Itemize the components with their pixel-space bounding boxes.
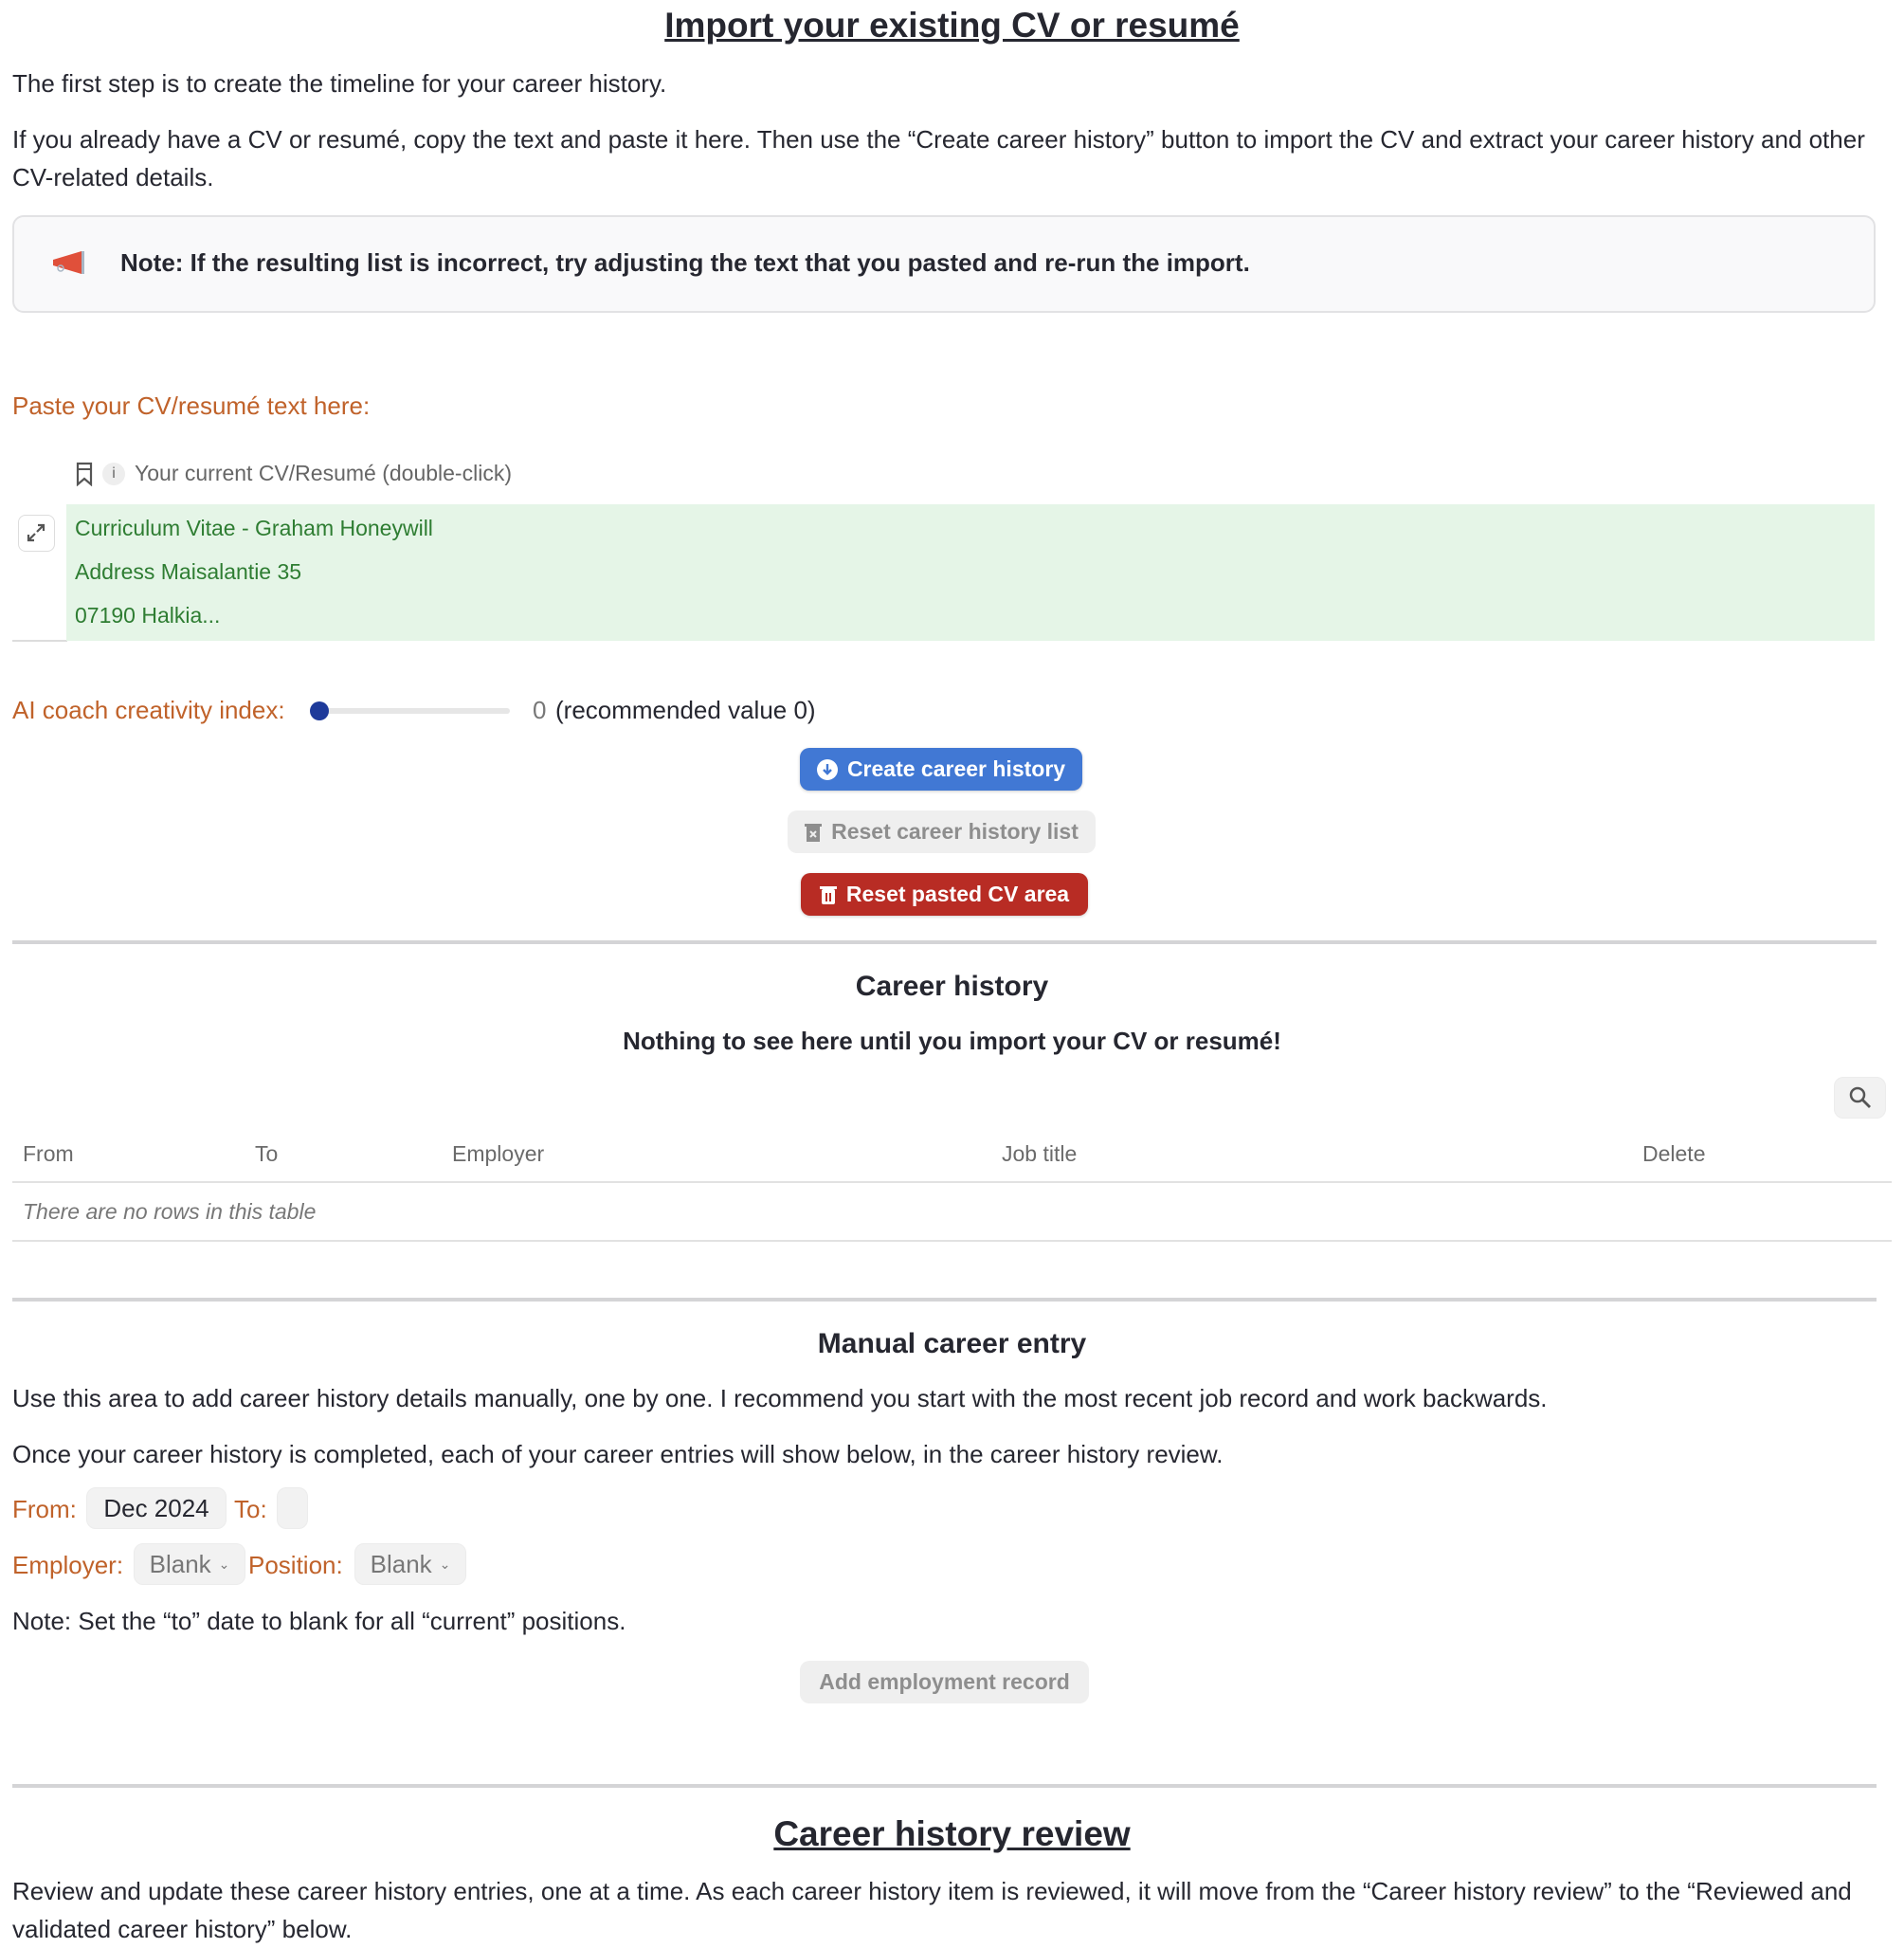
column-header-delete[interactable]: Delete: [1642, 1141, 1706, 1166]
cv-line: Address Maisalantie 35: [75, 559, 302, 584]
create-career-history-button[interactable]: [800, 748, 1082, 791]
reset-cv-label: Reset pasted CV area: [845, 882, 1070, 906]
column-header-employer[interactable]: Employer: [452, 1141, 545, 1166]
column-header-from[interactable]: From: [23, 1141, 74, 1166]
divider: [12, 1298, 1877, 1302]
employer-select[interactable]: [134, 1543, 245, 1585]
empty-message: Nothing to see here until you import your CV or resumé!: [623, 1027, 1281, 1055]
from-label: From:: [12, 1495, 77, 1523]
intro-text: The first step is to create the timeline for your career history.: [12, 69, 667, 98]
divider: [12, 1784, 1877, 1788]
from-date-input[interactable]: [86, 1487, 227, 1529]
employer-label: Employer:: [12, 1551, 124, 1579]
to-label: To:: [234, 1495, 267, 1523]
career-history-title: Career history: [855, 971, 1049, 1002]
employer-value: Blank: [149, 1549, 211, 1578]
add-label: Add employment record: [819, 1669, 1070, 1694]
review-title: Career history review: [773, 1814, 1131, 1853]
table-bottom-line: [12, 1240, 1892, 1242]
position-value: Blank: [370, 1549, 432, 1578]
textarea-border: [12, 640, 67, 642]
expand-button[interactable]: [18, 515, 55, 552]
search-icon: [1848, 1085, 1873, 1110]
review-para: Review and update these career history entries, one at a time. As each career history item is reviewed, it will move from the “Career history review” to the “Reviewed and validated career history” below.: [12, 1877, 1852, 1943]
reset-career-history-button[interactable]: [788, 810, 1096, 853]
slider-hint: (recommended value 0): [555, 696, 816, 724]
current-position-note: Note: Set the “to” date to blank for all “current” positions.: [12, 1607, 626, 1635]
position-label: Position:: [248, 1551, 343, 1579]
intro-text-2: If you already have a CV or resumé, copy the text and paste it here. Then use the “Create career history” button to import the CV and extract your career history and other CV-related details.: [12, 125, 1865, 191]
create-label: Create career history: [846, 756, 1066, 781]
page-title: Import your existing CV or resumé: [664, 6, 1240, 45]
reset-list-label: Reset career history list: [831, 819, 1079, 844]
no-rows-message: There are no rows in this table: [23, 1199, 317, 1224]
manual-entry-title: Manual career entry: [817, 1328, 1087, 1359]
slider-value: 0: [533, 696, 547, 724]
from-value: Dec 2024: [103, 1493, 209, 1522]
download-circle-icon: [817, 759, 838, 780]
note-text: Note: If the resulting list is incorrect, try adjusting the text that you pasted and re-run the import.: [120, 248, 1250, 277]
cv-line: Curriculum Vitae - Graham Honeywill: [75, 516, 433, 540]
table-header-line: [12, 1181, 1892, 1183]
column-header-job-title[interactable]: Job title: [1002, 1141, 1078, 1166]
add-employment-record-button[interactable]: [800, 1661, 1089, 1703]
cv-line: 07190 Halkia...: [75, 603, 221, 628]
manual-para-2: Once your career history is completed, each of your career entries will show below, in the career history review.: [12, 1440, 1224, 1468]
slider-label: AI coach creativity index:: [12, 696, 285, 724]
column-header-to[interactable]: To: [255, 1141, 279, 1166]
delete-forever-icon: [805, 822, 822, 843]
trash-icon: [820, 884, 837, 905]
divider: [12, 940, 1877, 944]
megaphone-icon: [51, 250, 89, 275]
creativity-slider-track[interactable]: [319, 708, 510, 714]
info-icon[interactable]: i: [102, 463, 125, 485]
chevron-down-icon: ⌄: [218, 1556, 230, 1572]
manual-para-1: Use this area to add career history details manually, one by one. I recommend you start with the most recent job record and work backwards.: [12, 1384, 1548, 1412]
cv-text-area[interactable]: [66, 504, 1875, 641]
chevron-down-icon: ⌄: [439, 1556, 451, 1572]
to-date-input[interactable]: [277, 1487, 308, 1529]
expand-icon: [19, 516, 53, 550]
paste-label: Paste your CV/resumé text here:: [12, 391, 371, 420]
bookmark-icon[interactable]: [75, 462, 94, 486]
saved-cv-label[interactable]: Your current CV/Resumé (double-click): [135, 461, 512, 485]
position-select[interactable]: [354, 1543, 466, 1585]
table-search-button[interactable]: [1834, 1077, 1886, 1119]
reset-pasted-cv-button[interactable]: [801, 873, 1088, 916]
creativity-slider-thumb[interactable]: [310, 701, 329, 720]
